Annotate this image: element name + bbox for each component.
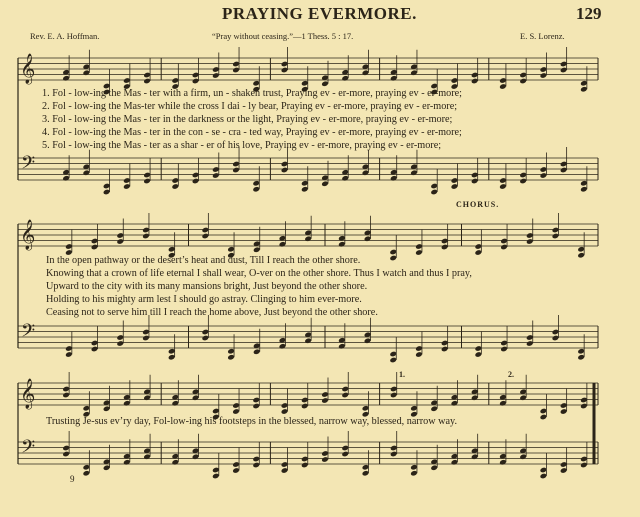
system3-lyric: Trusting Je-sus ev’ry day, Fol-low-ing his footsteps in the blessed, narrow way, blessed, narrow way. xyxy=(46,416,458,427)
verse-line-1: 1. Fol - low-ing the Mas - ter with a firm, un - shaken trust, Praying ev - er-more, praying ev - er-more; xyxy=(42,88,462,99)
bass-clef: 𝄢 xyxy=(21,153,36,178)
bass-clef: 𝄢 xyxy=(21,437,36,462)
system2-lyric-4: Holding to his mighty arm lest I should go astray. Clinging to him ever-more. xyxy=(46,294,362,305)
verse-line-5: 5. Fol - low-ing the Mas - ter as a shar - er of his love, Praying ev - er-more, praying ev - er-more; xyxy=(42,140,442,151)
signature-mark: 9 xyxy=(70,474,75,484)
treble-clef: 𝄞 xyxy=(20,220,36,250)
composer-credit: E. S. Lorenz. xyxy=(520,31,565,41)
verse-line-2: 2. Fol - low-ing the Mas-ter while the cross I dai - ly bear, Praying ev - er-more, praying ev - er-more; xyxy=(42,101,458,112)
system2-lyric-3: Upward to the city with its many mansions bright, Just beyond the other shore. xyxy=(46,281,368,292)
system2-lyric-1: In the open pathway or the desert’s heat and dust, Till I reach the other shore. xyxy=(46,255,361,266)
system2-lyric-2: Knowing that a crown of life eternal I shall wear, O-ver on the other shore. Thus I watch and thus I pray, xyxy=(46,268,472,279)
verse-line-3: 3. Fol - low-ing the Mas - ter in the darkness or the light, Praying ev - er-more, praying ev - er-more; xyxy=(42,114,453,125)
treble-clef: 𝄞 xyxy=(20,379,36,409)
bass-clef: 𝄢 xyxy=(21,321,36,346)
first-ending-label: 1. xyxy=(399,370,405,379)
system2-lyric-5: Ceasing not to serve him till I reach the home above, Just beyond the other shore. xyxy=(46,307,378,318)
scripture-reference: “Pray without ceasing.”—1 Thess. 5 : 17. xyxy=(212,31,354,41)
second-ending-label: 2. xyxy=(508,370,514,379)
verse-line-4: 4. Fol - low-ing the Mas - ter in the con - se - cra - ted way, Praying ev - er-more, praying ev - er-more; xyxy=(42,127,462,138)
page-title: PRAYING EVERMORE. xyxy=(222,4,417,23)
page-number: 129 xyxy=(576,4,602,23)
author-credit: Rev. E. A. Hoffman. xyxy=(30,31,100,41)
chorus-label: CHORUS. xyxy=(456,200,500,209)
treble-clef: 𝄞 xyxy=(20,54,36,84)
